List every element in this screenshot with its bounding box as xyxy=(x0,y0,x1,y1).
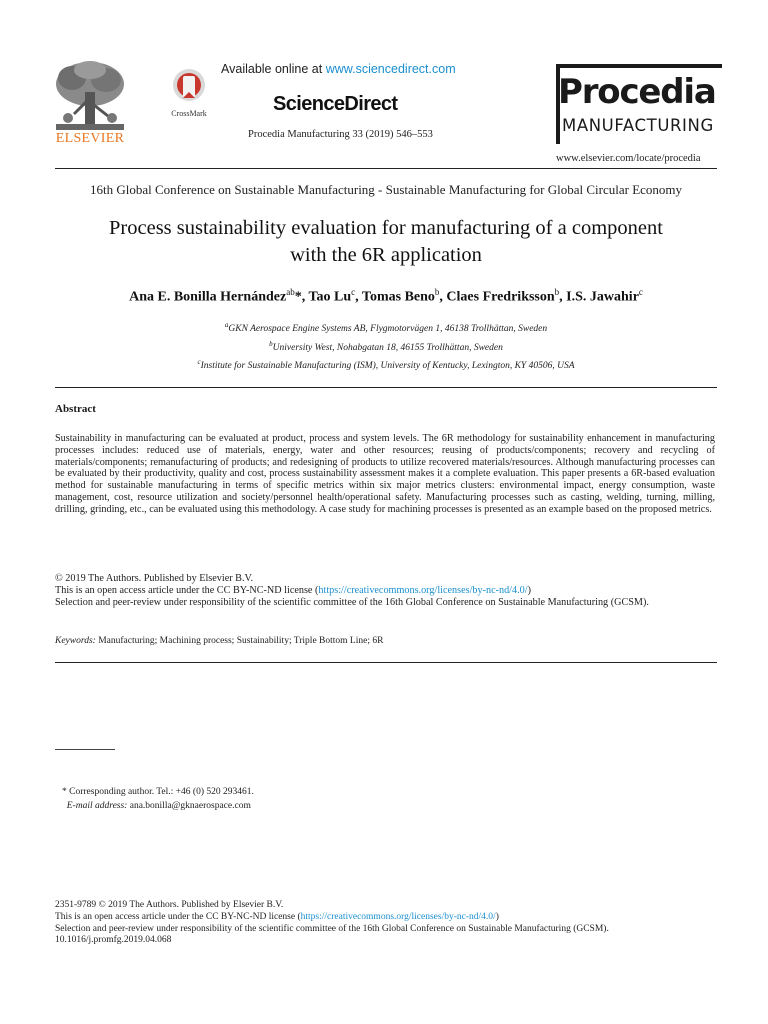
affiliation-text: GKN Aerospace Engine Systems AB, Flygmotorvägen 1, 46138 Trollhättan, Sweden xyxy=(228,324,548,335)
title-line-1: Process sustainability evaluation for manufacturing of a component xyxy=(109,217,663,239)
footer-license-suffix: ) xyxy=(495,911,499,922)
license-link[interactable]: https://creativecommons.org/licenses/by-nc-nd/4.0/ xyxy=(318,584,528,596)
paper-title xyxy=(0,215,768,269)
author-name: Claes Fredriksson xyxy=(446,289,555,305)
affiliation-text: Institute for Sustainable Manufacturing (ISM), University of Kentucky, Lexington, KY 40506, USA xyxy=(200,361,575,372)
footer-issn: 2351-9789 © 2019 The Authors. Published by Elsevier B.V. xyxy=(55,900,284,910)
footer-license-prefix: This is an open access article under the CC BY-NC-ND license ( xyxy=(55,911,301,922)
author-separator: , xyxy=(439,289,447,305)
author-affiliation-mark: ab xyxy=(286,287,295,297)
author-name: Ana E. Bonilla Hernández xyxy=(129,289,287,305)
affiliation-key: b xyxy=(269,339,273,348)
keywords-label: Keywords: xyxy=(55,636,96,646)
abstract-bottom-divider xyxy=(55,662,717,663)
affiliation-key: a xyxy=(224,321,229,329)
footnote-divider xyxy=(55,749,115,750)
corresponding-author-note xyxy=(62,785,254,813)
email-label: E-mail address: xyxy=(66,801,128,811)
affiliation-text: University West, Nohabgatan 18, 46155 Trollhättan, Sweden xyxy=(272,342,503,353)
journal-brand-name: Procedia xyxy=(558,72,716,112)
available-prefix: Available online at xyxy=(221,62,326,76)
corresponding-phone: * Corresponding author. Tel.: +46 (0) 520 293461. xyxy=(62,787,254,797)
crossmark-badge[interactable] xyxy=(166,68,212,118)
author-separator: , xyxy=(355,289,362,305)
keywords xyxy=(55,636,715,646)
journal-reference: Procedia Manufacturing 33 (2019) 546–553 xyxy=(248,129,433,140)
author-affiliation-mark: b xyxy=(434,287,440,297)
affiliation-key: c xyxy=(197,358,201,367)
elsevier-tree-icon xyxy=(50,58,130,136)
publisher-name: ELSEVIER xyxy=(55,131,125,146)
affiliation-item xyxy=(0,355,768,374)
author-affiliation-mark: c xyxy=(638,287,643,297)
corresponding-email-line xyxy=(62,799,254,813)
abstract-heading: Abstract xyxy=(55,403,96,415)
author-separator: , xyxy=(559,289,567,305)
author-affiliation-mark: b xyxy=(554,287,560,297)
journal-url-link[interactable]: www.elsevier.com/locate/procedia xyxy=(556,153,701,164)
author-name: Tao Lu xyxy=(308,289,352,305)
title-line-2: with the 6R application xyxy=(290,244,482,266)
abstract-top-divider xyxy=(55,387,717,388)
copyright-block xyxy=(55,573,715,608)
footer-doi[interactable]: 10.1016/j.promfg.2019.04.068 xyxy=(55,935,172,946)
abstract-text: Sustainability in manufacturing can be evaluated at product, process and system levels. The 6R methodology for sustainability enhancement in manufacturing processes includes: reduced use of materials, energy, water and other resources; reusing of products/components; recovery and recycling of materials/components; remanufacturing of products; and redesigning of products to utilize recovered materials/resources. Although manufacturing processes can be evaluated by their productivity, quality and cost, process sustainability assessment makes it a complete evaluation. This paper presents a 6R-based evaluation method for sustainable manufacturing in terms of specific metrics within six major metrics clusters: environmental impact, energy consumption, waste management, cost, resource utilization and society/personnel health/operational safety. Manufacturing processes such as casting, welding, turning, milling, drilling, grinding, etc., can be evaluated using this methodology. A case study for machining processes is presented as an example based on the proposed metrics. xyxy=(55,433,715,515)
email-link[interactable]: ana.bonilla@gknaerospace.com xyxy=(127,801,251,811)
author-name: I.S. Jawahir xyxy=(566,289,639,305)
footer-license-line xyxy=(55,912,720,924)
crossmark-label: CrossMark xyxy=(171,109,207,118)
journal-brand-subtitle: MANUFACTURING xyxy=(562,116,714,135)
copyright-line: © 2019 The Authors. Published by Elsevier B.V. xyxy=(55,573,254,584)
corresponding-mark: * xyxy=(294,289,302,305)
author-affiliation-mark: c xyxy=(351,287,356,297)
author-separator: , xyxy=(301,289,309,305)
page-footer xyxy=(55,900,720,947)
author-list xyxy=(0,287,768,306)
available-online xyxy=(221,62,456,76)
affiliation-item xyxy=(0,318,768,337)
affiliation-list xyxy=(0,318,768,374)
footer-license-link[interactable]: https://creativecommons.org/licenses/by-nc-nd/4.0/ xyxy=(300,911,496,922)
keywords-list: Manufacturing; Machining process; Sustainability; Triple Bottom Line; 6R xyxy=(95,636,384,646)
affiliation-item xyxy=(0,337,768,356)
peer-review-line: Selection and peer-review under responsibility of the scientific committee of the 16th Global Conference on Sustainable Manufacturing (GCSM). xyxy=(55,596,649,608)
footer-review: Selection and peer-review under responsibility of the scientific committee of the 16th Global Conference on Sustainable Manufacturing (GCSM). xyxy=(55,923,609,934)
author-name: Tomas Beno xyxy=(361,289,435,305)
sciencedirect-logo: ScienceDirect xyxy=(273,93,398,115)
license-prefix: This is an open access article under the CC BY-NC-ND license ( xyxy=(55,584,319,596)
conference-name: 16th Global Conference on Sustainable Manufacturing - Sustainable Manufacturing for Global Circular Economy xyxy=(89,182,683,197)
sciencedirect-url-link[interactable]: www.sciencedirect.com xyxy=(325,62,456,76)
header-divider xyxy=(55,168,717,169)
license-suffix: ) xyxy=(527,584,531,596)
crossmark-icon xyxy=(172,68,206,108)
license-line xyxy=(55,585,715,597)
